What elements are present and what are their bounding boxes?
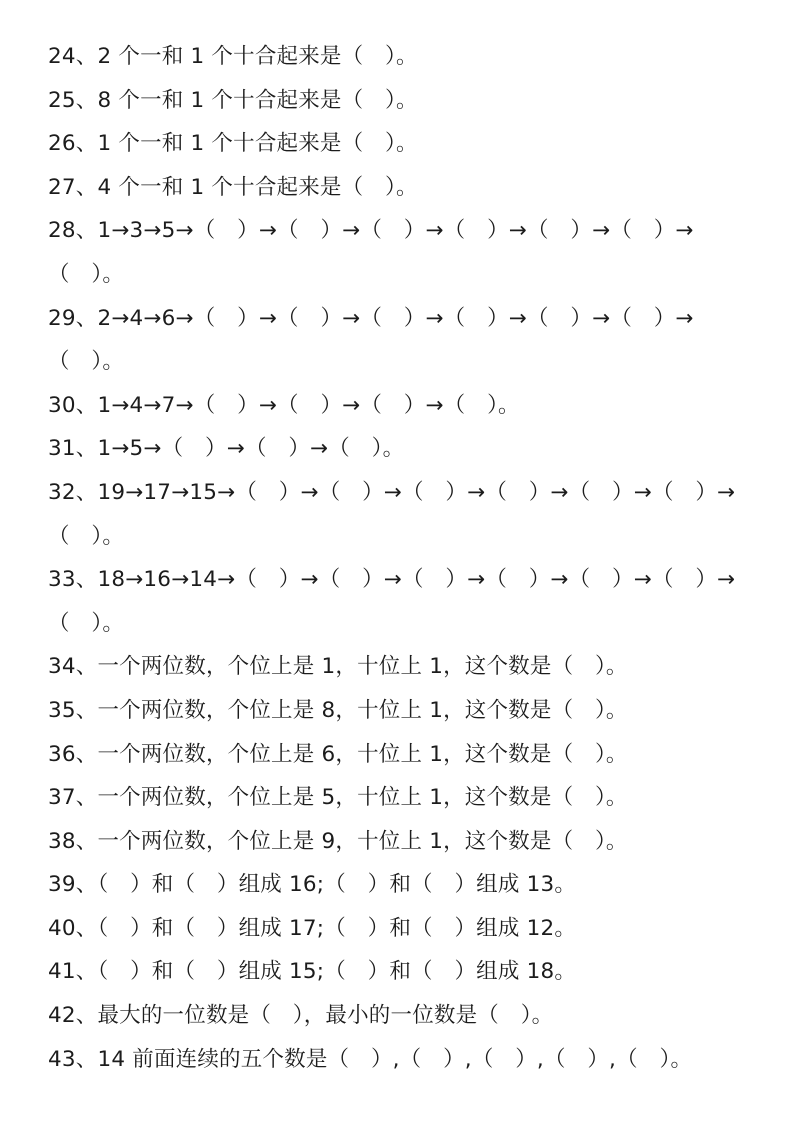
question-line-42: 42、最大的一位数是（ ），最小的一位数是（ ）。 [48, 1003, 554, 1029]
question-line-31: 31、1→5→（ ）→（ ）→（ ）。 [48, 436, 405, 462]
question-line-40: 40、（ ）和（ ）组成 17;（ ）和（ ）组成 12。 [48, 915, 577, 941]
question-line-30: 30、1→4→7→（ ）→（ ）→（ ）→（ ）。 [48, 392, 520, 418]
question-line-38: 38、一个两位数，个位上是 9，十位上 1，这个数是（ ）。 [48, 828, 628, 854]
question-line-29-continuation: （ ）。 [48, 349, 125, 375]
question-line-29: 29、2→4→6→（ ）→（ ）→（ ）→（ ）→（ ）→（ ）→ [48, 305, 694, 331]
question-line-32: 32、19→17→15→（ ）→（ ）→（ ）→（ ）→（ ）→（ ）→ [48, 479, 736, 505]
question-line-41: 41、（ ）和（ ）组成 15;（ ）和（ ）组成 18。 [48, 959, 577, 985]
question-line-36: 36、一个两位数，个位上是 6，十位上 1，这个数是（ ）。 [48, 741, 628, 767]
question-line-43: 43、14 前面连续的五个数是（ ）,（ ）,（ ）,（ ）,（ ）。 [48, 1046, 693, 1072]
question-line-27: 27、4 个一和 1 个十合起来是（ ）。 [48, 174, 418, 200]
question-line-26: 26、1 个一和 1 个十合起来是（ ）。 [48, 131, 418, 157]
question-line-25: 25、8 个一和 1 个十合起来是（ ）。 [48, 87, 418, 113]
question-line-28: 28、1→3→5→（ ）→（ ）→（ ）→（ ）→（ ）→（ ）→ [48, 218, 694, 244]
question-line-34: 34、一个两位数，个位上是 1，十位上 1，这个数是（ ）。 [48, 654, 628, 680]
question-line-33-continuation: （ ）。 [48, 610, 125, 636]
question-line-28-continuation: （ ）。 [48, 261, 125, 287]
question-line-24: 24、2 个一和 1 个十合起来是（ ）。 [48, 44, 418, 69]
question-line-35: 35、一个两位数，个位上是 8，十位上 1，这个数是（ ）。 [48, 697, 628, 723]
question-line-37: 37、一个两位数，个位上是 5，十位上 1，这个数是（ ）。 [48, 785, 628, 811]
question-line-32-continuation: （ ）。 [48, 523, 125, 549]
question-line-39: 39、（ ）和（ ）组成 16;（ ）和（ ）组成 13。 [48, 872, 577, 898]
question-line-33: 33、18→16→14→（ ）→（ ）→（ ）→（ ）→（ ）→（ ）→ [48, 567, 736, 593]
